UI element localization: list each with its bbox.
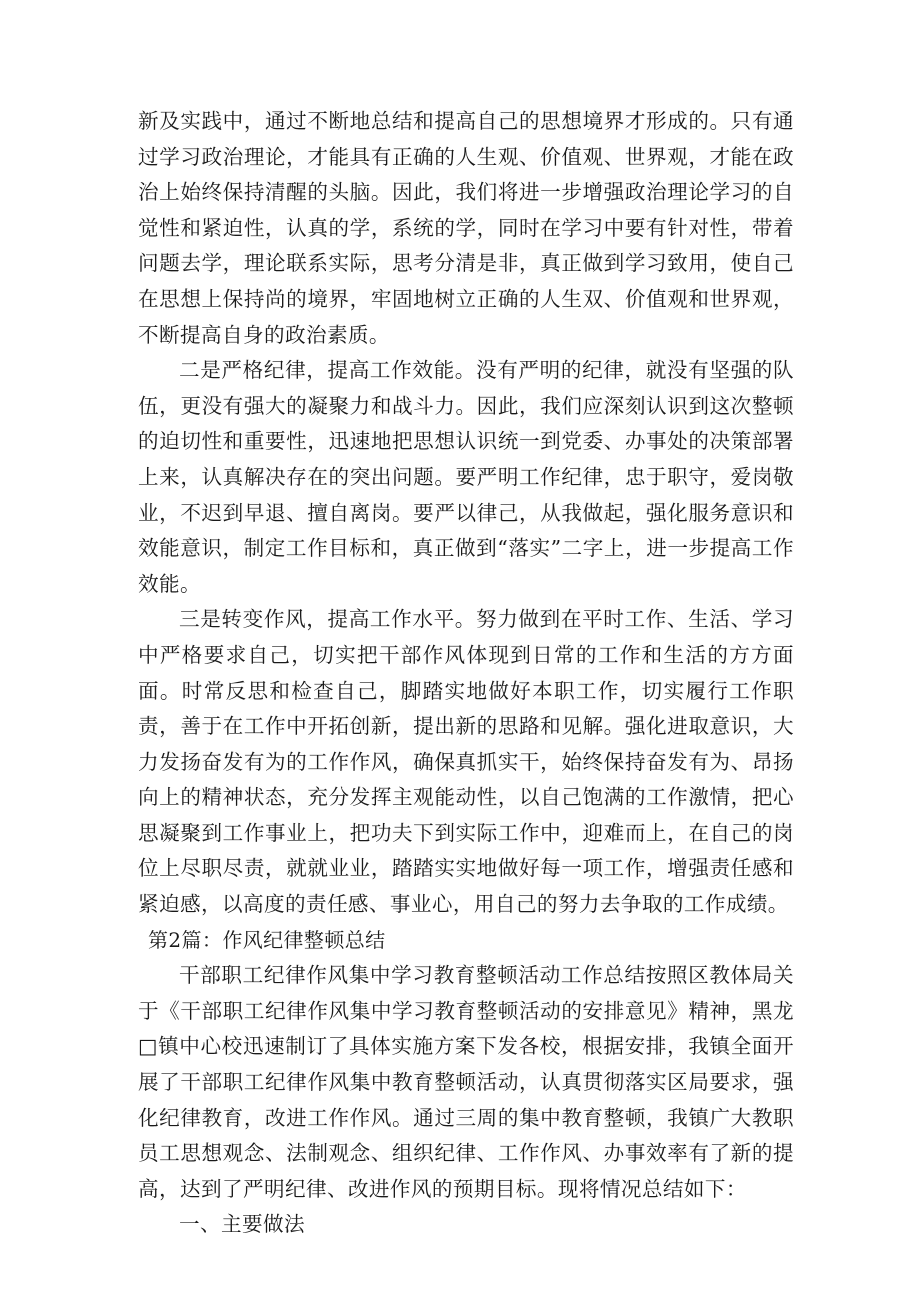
section-heading: 第2篇：作风纪律整顿总结 <box>148 927 386 952</box>
paragraph-strict-discipline: 二是严格纪律，提高工作效能。没有严明的纪律，就没有坚强的队伍，更没有强大的凝聚力和战斗力。因此，我们应深刻认识到这次整顿的迫切性和重要性，迅速地把思想认识统一到党委、办事处的决策部署上来，认真解决存在的突出问题。要严明工作纪律，忠于职守，爱岗敬业，不迟到早退、擅自离岗。要严以律己，从我做起，强化服务意识和效能意识，制定工作目标和，真正做到“落实”二字上，进一步提高工作效能。 <box>138 358 794 596</box>
document-body <box>138 104 794 1243</box>
paragraph-summary-intro: 干部职工纪律作风集中学习教育整顿活动工作总结按照区教体局关于《干部职工纪律作风集中学习教育整顿活动的安排意见》精神，黑龙□镇中心校迅速制订了具体实施方案下发各校，根据安排，我镇全面开展了干部职工纪律作风集中教育整顿活动，认真贯彻落实区局要求，强化纪律教育，改进工作作风。通过三周的集中教育整顿，我镇广大教职员工思想观念、法制观念、组织纪律、工作作风、办事效率有了新的提高，达到了严明纪律、改进作风的预期目标。现将情况总结如下： <box>138 963 794 1201</box>
subheading-main-practices: 一、主要做法 <box>179 1212 305 1237</box>
paragraph-change-style: 三是转变作风，提高工作水平。努力做到在平时工作、生活、学习中严格要求自己，切实把干部作风体现到日常的工作和生活的方方面面。时常反思和检查自己，脚踏实地做好本职工作，切实履行工作职责，善于在工作中开拓创新，提出新的思路和见解。强化进取意识，大力发扬奋发有为的工作作风，确保真抓实干，始终保持奋发有为、昂扬向上的精神状态，充分发挥主观能动性，以自己饱满的工作激情，把心思凝聚到工作事业上，把功夫下到实际工作中，迎难而上，在自己的岗位上尽职尽责，就就业业，踏踏实实地做好每一项工作，增强责任感和紧迫感，以高度的责任感、事业心，用自己的努力去争取的工作成绩。 <box>138 607 794 917</box>
paragraph-political-theory: 新及实践中，通过不断地总结和提高自己的思想境界才形成的。只有通过学习政治理论，才能具有正确的人生观、价值观、世界观，才能在政治上始终保持清醒的头脑。因此，我们将进一步增强政治理论学习的自觉性和紧迫性，认真的学，系统的学，同时在学习中要有针对性，带着问题去学，理论联系实际，思考分清是非，真正做到学习致用，使自己在思想上保持尚的境界，牢固地树立正确的人生双、价值观和世界观，不断提高自身的政治素质。 <box>138 109 794 347</box>
